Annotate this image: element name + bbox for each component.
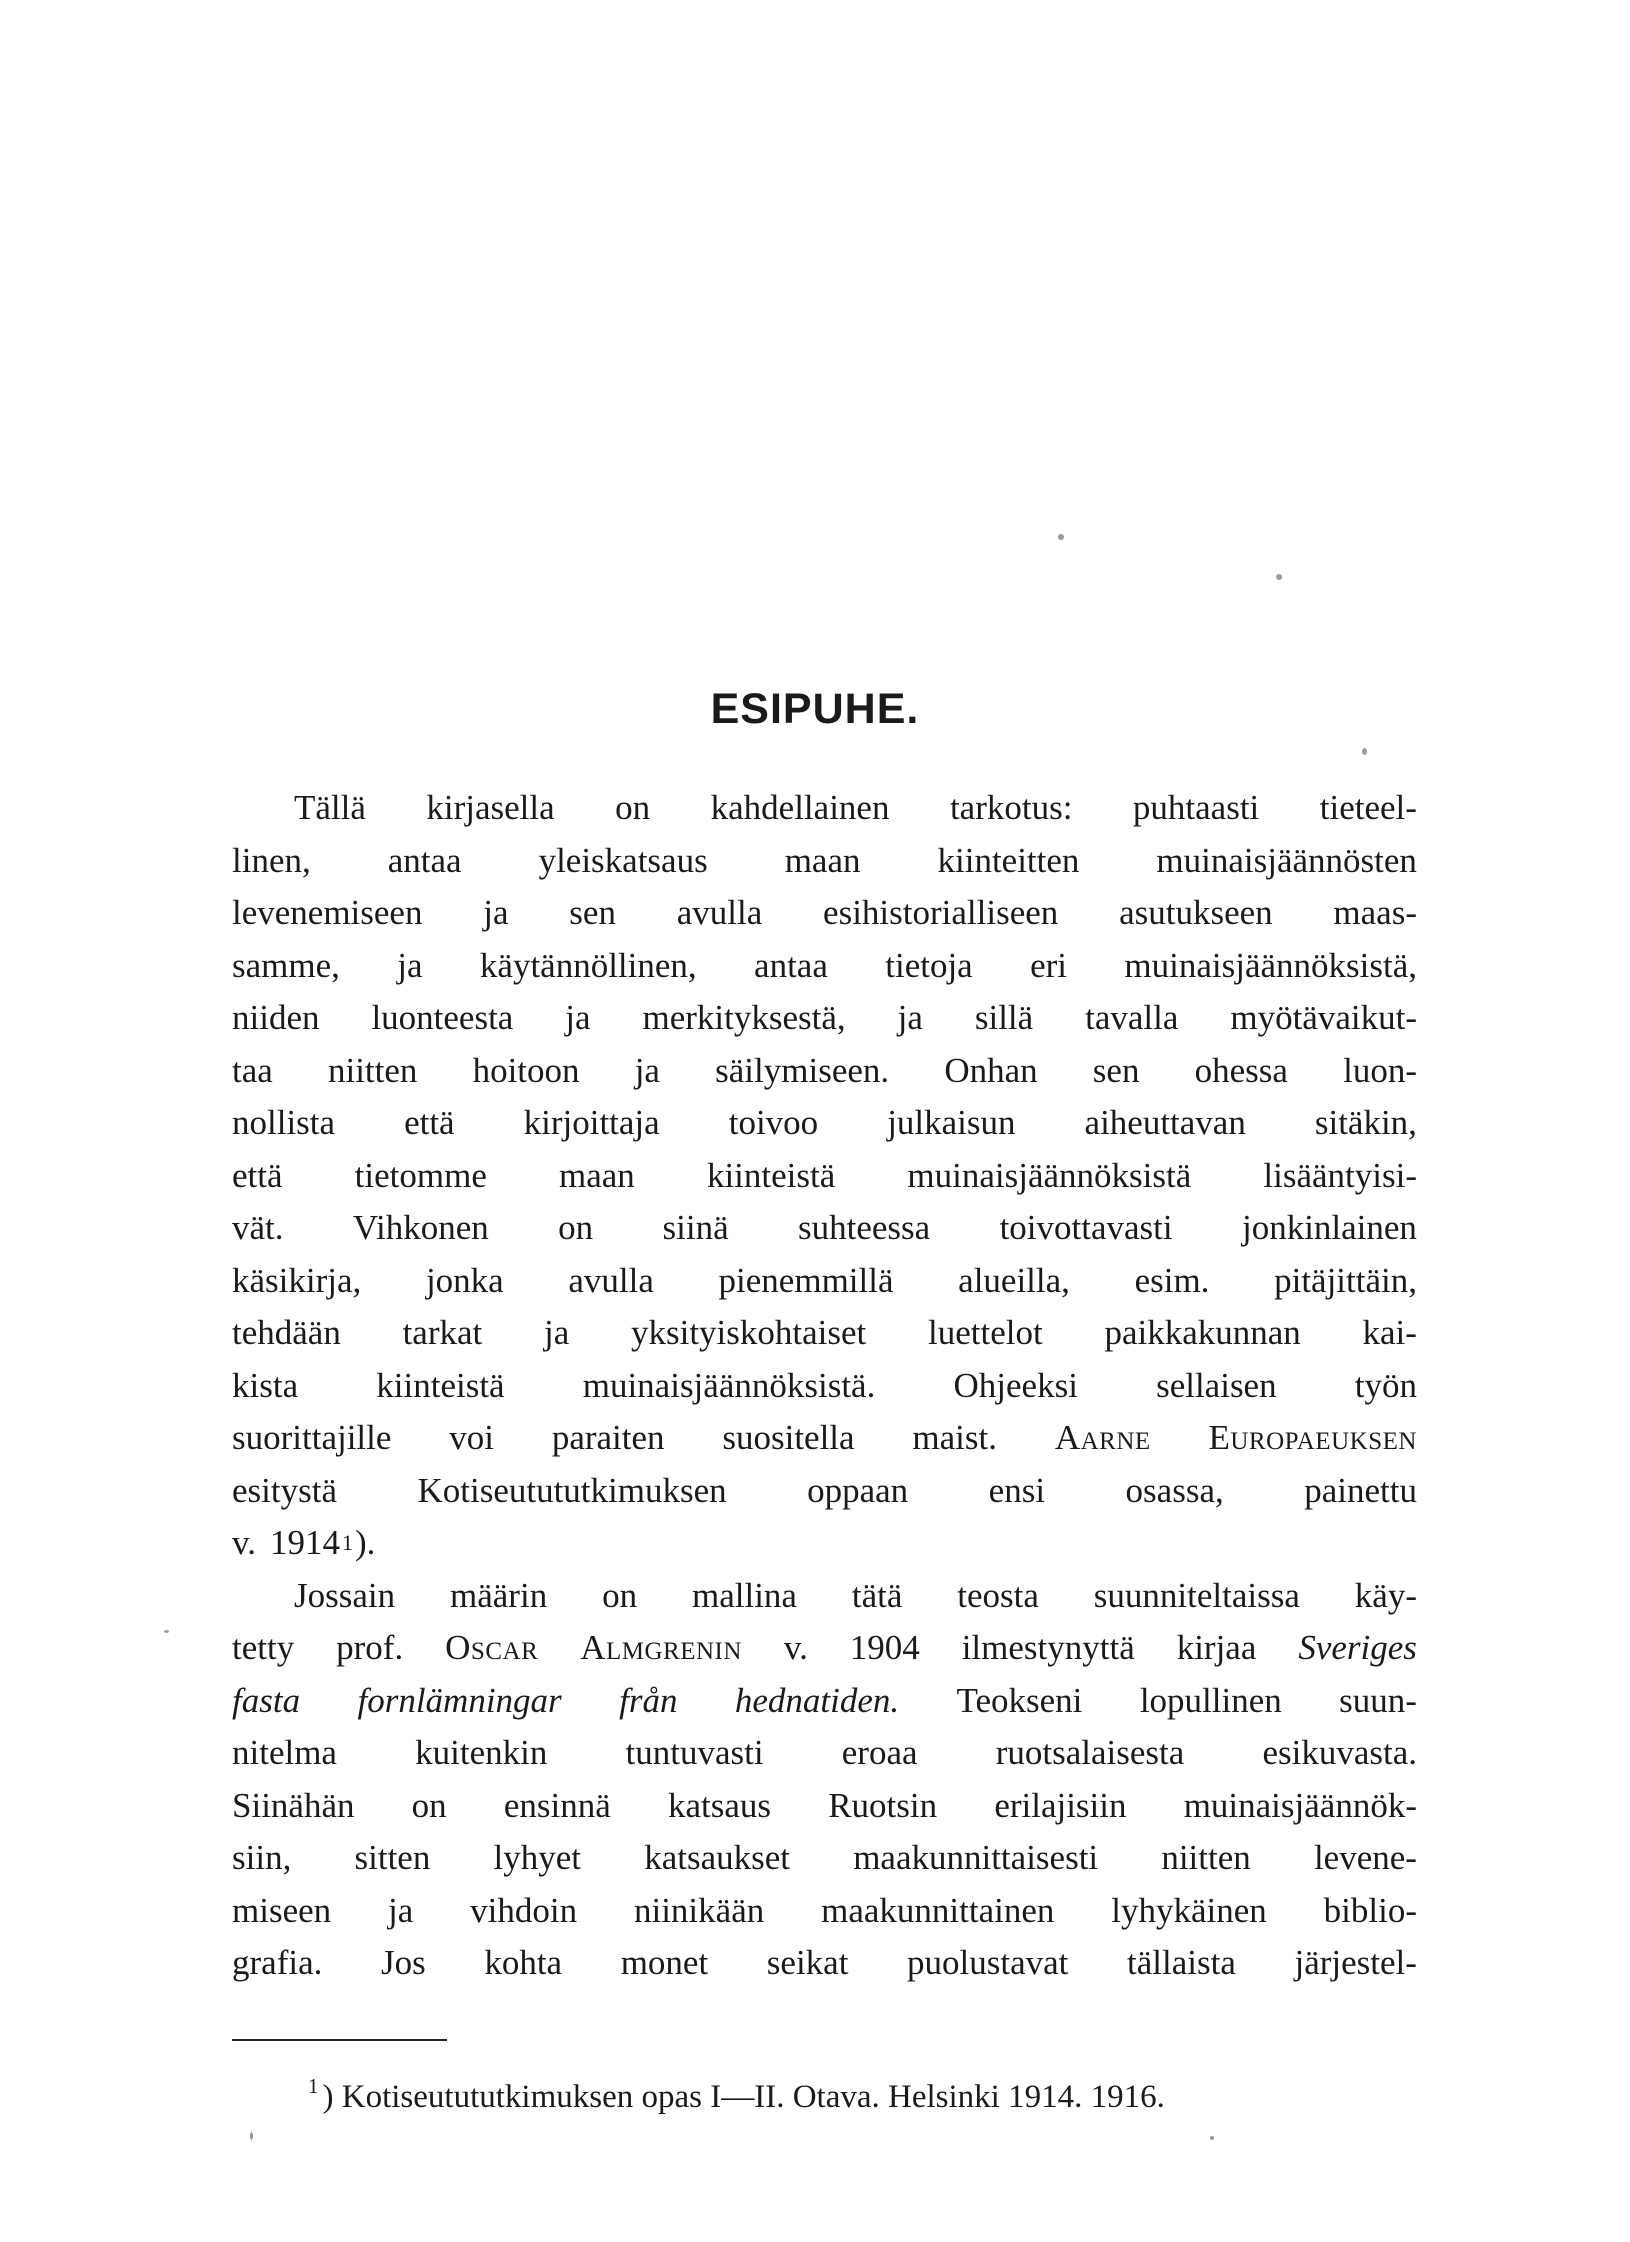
word: ja [388,1890,414,1930]
word: Vihkonen [352,1208,489,1247]
word: tietomme [354,1155,487,1195]
word: Jos [380,1943,426,1982]
word: 1914 [269,1523,340,1562]
word: kohta [484,1943,563,1982]
word: nollista [232,1103,336,1142]
word: Ruotsin [828,1785,938,1825]
text-line [232,1780,1417,1833]
word: monet [620,1943,709,1982]
book-title: från [619,1680,678,1720]
word: muinaisjäännösten [1156,840,1417,880]
word: avulla [676,893,763,932]
scan-speck [1210,2136,1214,2140]
word: tehdään [232,1313,341,1352]
word: miseen [232,1890,332,1930]
word: kai- [1362,1313,1417,1352]
word: maan [559,1155,635,1195]
word: kiinteistä [376,1365,505,1405]
word: tieteel- [1319,788,1417,827]
word: ja [897,998,923,1037]
word: kirjaa [1176,1628,1257,1667]
word: sellaisen [1156,1365,1277,1405]
word: sen [569,893,616,932]
word: suun- [1339,1680,1417,1720]
word: aiheuttavan [1084,1103,1246,1142]
word: ensi [988,1470,1046,1510]
word: suunniteltaissa [1093,1575,1300,1615]
word: levene- [1313,1838,1417,1877]
text-line [232,782,1417,835]
word: sitäkin, [1314,1103,1417,1142]
word: Teokseni [956,1680,1083,1720]
word: paraiten [551,1418,665,1457]
book-title: Sveriges [1298,1628,1417,1667]
scan-speck [1362,748,1367,755]
word: asutukseen [1119,893,1273,932]
footnote [308,2074,1165,2116]
word: esitystä [232,1470,337,1510]
word: painettu [1304,1470,1417,1510]
word: on [558,1208,594,1247]
footnote-divider [232,2039,447,2041]
word: seikat [766,1943,849,1982]
word: muinaisjäännöksistä, [1124,945,1417,985]
word: ja [483,893,509,932]
word: paikkakunnan [1104,1313,1301,1352]
text-line [232,1412,1417,1465]
word: niiden [232,998,320,1037]
word: kiinteistä [706,1155,836,1195]
book-title: fornlämningar [357,1680,562,1720]
text-line [232,1150,1417,1203]
text-line [232,1885,1417,1938]
text-line [232,1465,1417,1518]
author-name: Aarne [1054,1418,1151,1457]
scan-speck [1058,534,1064,540]
text-line [232,1307,1417,1360]
word: kahdellainen [710,788,890,827]
word: suositella [722,1418,855,1457]
text-line [232,887,1417,940]
word: eroaa [841,1733,918,1772]
word: tetty [232,1628,295,1667]
word: säilymiseen. [715,1050,890,1090]
word: tällaista [1127,1943,1236,1982]
word: puolustavat [907,1943,1069,1982]
author-name: Oscar [445,1628,539,1667]
word: lopullinen [1139,1680,1282,1720]
text-line [232,1360,1417,1413]
word: vihdoin [470,1890,578,1930]
text-line [232,1937,1417,1990]
word: niitten [327,1050,418,1090]
word: toivottavasti [999,1208,1173,1247]
page-title: ESIPUHE. [710,685,920,733]
preface-text [232,782,1417,1990]
word: kiinteitten [937,840,1080,880]
text-line [232,1045,1417,1098]
word: yksityiskohtaiset [630,1313,867,1352]
word: Kotiseutututkimuksen [417,1470,727,1510]
word: ja [565,998,591,1037]
word: tuntuvasti [625,1733,764,1772]
book-title: fasta [232,1680,301,1720]
word: myötävaikut- [1230,998,1417,1037]
word: siinä [662,1208,729,1247]
word: määrin [450,1575,548,1615]
word: että [232,1155,283,1195]
word: ja [634,1050,660,1090]
word: avulla [568,1260,654,1300]
word: prof. [336,1628,404,1667]
word: käsikirja, [232,1260,362,1300]
text-line [232,1622,1417,1675]
word: maan [784,840,861,880]
word: on [411,1785,447,1825]
word: muinaisjäännöksistä [907,1155,1192,1195]
word: käy- [1354,1575,1417,1615]
word: yleiskatsaus [538,840,708,880]
word: kirjasella [426,788,555,827]
text-line [232,1832,1417,1885]
word: julkaisun [887,1103,1016,1142]
scan-speck [250,2132,253,2140]
text-line [232,1675,1417,1728]
text-line [232,940,1417,993]
word: tavalla [1085,998,1179,1037]
word: grafia. [232,1943,323,1982]
word: 1904 [849,1628,920,1667]
word: sen [1092,1050,1140,1090]
word: muinaisjäännök- [1183,1785,1417,1825]
word: jonkinlainen [1241,1208,1417,1247]
word: tarkat [402,1313,483,1352]
word: katsaukset [644,1838,790,1877]
word: siin, [232,1838,292,1877]
word: Tällä [294,788,366,827]
word: maist. [912,1418,997,1457]
word: lyhyet [493,1838,582,1877]
word: toivoo [728,1103,819,1142]
text-line [232,992,1417,1045]
word: järjestel- [1294,1943,1417,1982]
word: työn [1354,1365,1417,1405]
word: teosta [957,1575,1039,1615]
word: puhtaasti [1132,788,1260,827]
text-line [232,1255,1417,1308]
word: ensinnä [503,1785,611,1825]
word: voi [449,1418,494,1457]
word: ilmestynyttä [961,1628,1135,1667]
word: tätä [851,1575,903,1615]
word: esihistorialliseen [823,893,1059,932]
word: erilajisiin [994,1785,1127,1825]
word: eri [1030,945,1068,985]
word: vät. [232,1208,284,1247]
text-line [232,1727,1417,1780]
word: antaa [387,840,462,880]
word: maakunnittainen [821,1890,1055,1930]
word: luonteesta [371,998,514,1037]
footnote-ref: 1 [341,1530,353,1555]
footnote-text: Kotiseutututkimuksen opas I—II. Otava. Helsinki 1914. 1916. [341,2079,1165,2115]
word: niinikään [633,1890,765,1930]
word: maakunnittaisesti [853,1838,1099,1877]
word: sitten [354,1838,431,1877]
word: suhteessa [798,1208,931,1247]
word: ). [354,1523,376,1562]
scan-speck [1276,574,1282,580]
word: Onhan [944,1050,1038,1090]
scan-speck [164,1630,169,1633]
word: pienemmillä [718,1260,894,1300]
word: kista [232,1365,299,1405]
word: kuitenkin [415,1733,548,1772]
word: kirjoittaja [523,1103,660,1142]
word: biblio- [1323,1890,1417,1930]
word: tarkotus: [949,788,1073,827]
word: ja [543,1313,570,1352]
word: sillä [974,998,1034,1037]
text-line [232,1202,1417,1255]
word: muinaisjäännöksistä. [582,1365,876,1405]
word: merkityksestä, [642,998,846,1037]
word: antaa [754,945,828,985]
word: luettelot [928,1313,1043,1352]
word: tietoja [885,945,973,985]
word: v. [783,1628,808,1667]
text-line [232,1570,1417,1623]
word: hoitoon [472,1050,580,1090]
word: lyhykäinen [1111,1890,1267,1930]
word: ohessa [1194,1050,1288,1090]
author-name: Almgrenin [580,1628,742,1667]
word: lisääntyisi- [1263,1155,1417,1195]
word: maas- [1333,893,1417,932]
word: osassa, [1125,1470,1224,1510]
word: esikuvasta. [1262,1733,1417,1772]
word: luon- [1343,1050,1417,1090]
word: on [602,1575,638,1615]
word: ruotsalaisesta [995,1733,1185,1772]
word: esim. [1134,1260,1210,1300]
word: Jossain [294,1575,396,1615]
footnote-marker: 1 [308,2074,319,2098]
word: Siinähän [232,1785,355,1825]
word: niitten [1161,1838,1251,1877]
word: pitäjittäin, [1274,1260,1417,1300]
word: alueilla, [958,1260,1070,1300]
author-name: Europaeuksen [1208,1418,1417,1457]
word: suorittajille [232,1418,392,1457]
word: mallina [691,1575,797,1615]
word: nitelma [232,1733,337,1772]
word: Ohjeeksi [953,1365,1078,1405]
word: on [615,788,651,827]
word: linen, [232,840,311,880]
text-line [232,1097,1417,1150]
word: katsaus [667,1785,772,1825]
word: v. [232,1523,256,1562]
text-line [232,835,1417,888]
word: oppaan [807,1470,909,1510]
word: samme, [232,945,340,985]
word: että [404,1103,455,1142]
text-line [232,1517,1417,1570]
word: ja [397,945,423,985]
footnote-paren: ) [322,2079,334,2115]
word: jonka [425,1260,504,1300]
book-title: hednatiden. [734,1680,900,1720]
word: käytännöllinen, [479,945,697,985]
word: taa [232,1050,273,1090]
word: levenemiseen [232,893,423,932]
